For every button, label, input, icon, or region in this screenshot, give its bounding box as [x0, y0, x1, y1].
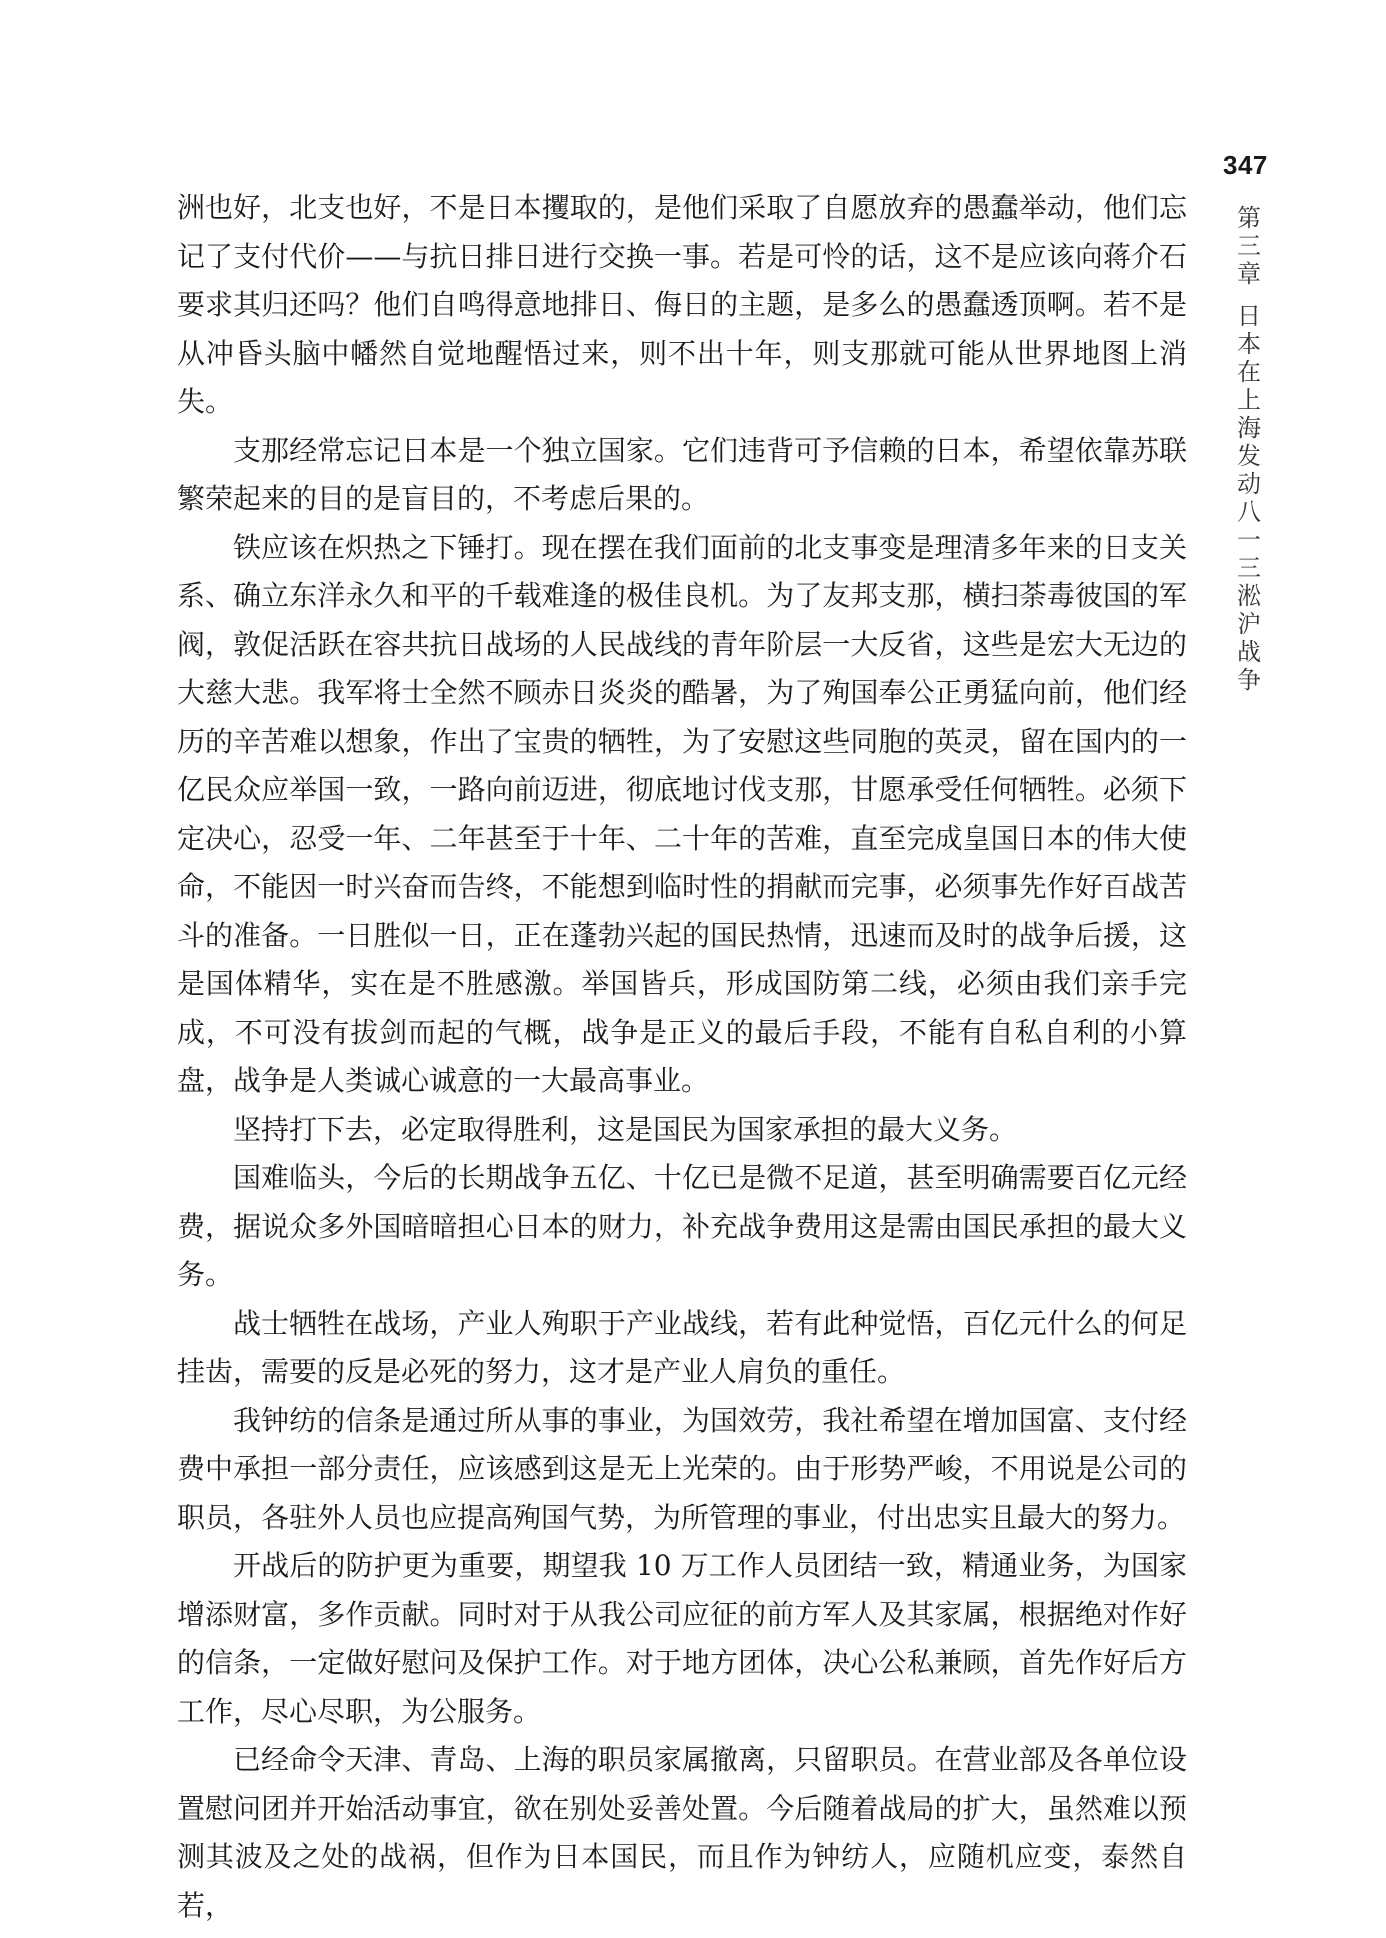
paragraph: 我钟纺的信条是通过所从事的事业，为国效劳，我社希望在增加国富、支付经费中承担一部分责任，应该感到这是无上光荣的。由于形势严峻，不用说是公司的职员，各驻外人员也应提高殉国气势，为所管理的事业，付出忠实且最大的努力。 [177, 1403, 1187, 1534]
running-head-char: 在 [1237, 358, 1261, 386]
running-head-char: 日 [1237, 302, 1261, 330]
paragraph: 开战后的防护更为重要，期望我 10 万工作人员团结一致，精通业务，为国家增添财富，多作贡献。同时对于从我公司应征的前方军人及其家属，根据绝对作好的信条，一定做好慰问及保护工作。对于地方团体，决心公私兼顾，首先作好后方工作，尽心尽职，为公服务。 [177, 1549, 1187, 1728]
page-number: 347 [1223, 150, 1268, 180]
running-head-title [1232, 302, 1266, 694]
running-head-chapter [1232, 204, 1266, 288]
running-head-char: 第 [1237, 204, 1261, 232]
running-head-char: 上 [1237, 386, 1261, 414]
running-head-char: 发 [1237, 442, 1261, 470]
running-head-char: 争 [1237, 666, 1261, 694]
running-head-char: 章 [1237, 260, 1261, 288]
paragraph: 支那经常忘记日本是一个独立国家。它们违背可予信赖的日本，希望依靠苏联繁荣起来的目的是盲目的，不考虑后果的。 [177, 433, 1187, 515]
running-head-char: 沪 [1237, 610, 1261, 638]
running-head-char: 淞 [1237, 582, 1261, 610]
paragraph: 国难临头，今后的长期战争五亿、十亿已是微不足道，甚至明确需要百亿元经费，据说众多外国暗暗担心日本的财力，补充战争费用这是需由国民承担的最大义务。 [177, 1161, 1187, 1291]
running-head-char: 一 [1237, 526, 1261, 554]
running-head-char: 动 [1237, 470, 1261, 498]
body-text [177, 184, 1187, 1930]
paragraph: 铁应该在炽热之下锤打。现在摆在我们面前的北支事变是理清多年来的日支关系、确立东洋永久和平的千载难逢的极佳良机。为了友邦支那，横扫荼毒彼国的军阀，敦促活跃在容共抗日战场的人民战线的青年阶层一大反省，这些是宏大无边的大慈大悲。我军将士全然不顾赤日炎炎的酷暑，为了殉国奉公正勇猛向前，他们经历的辛苦难以想象，作出了宝贵的牺牲，为了安慰这些同胞的英灵，留在国内的一亿民众应举国一致，一路向前迈进，彻底地讨伐支那，甘愿承受任何牺牲。必须下定决心，忍受一年、二年甚至于十年、二十年的苦难，直至完成皇国日本的伟大使命，不能因一时兴奋而告终，不能想到临时性的捐献而完事，必须事先作好百战苦斗的准备。一日胜似一日，正在蓬勃兴起的国民热情，迅速而及时的战争后援，这是国体精华，实在是不胜感激。举国皆兵，形成国防第二线，必须由我们亲手完成，不可没有拔剑而起的气概，战争是正义的最后手段，不能有自私自利的小算盘，战争是人类诚心诚意的一大最高事业。 [177, 530, 1187, 1097]
running-head [1232, 204, 1266, 694]
running-head-char: 本 [1237, 330, 1261, 358]
paragraph: 坚持打下去，必定取得胜利，这是国民为国家承担的最大义务。 [233, 1112, 1018, 1146]
running-head-gap [1232, 288, 1266, 302]
running-head-char: 八 [1237, 498, 1261, 526]
running-head-char: 战 [1237, 638, 1261, 666]
running-head-char: 三 [1237, 232, 1261, 260]
running-head-char: 三 [1237, 554, 1261, 582]
running-head-char: 海 [1237, 414, 1261, 442]
paragraph: 洲也好，北支也好，不是日本攫取的，是他们采取了自愿放弃的愚蠢举动，他们忘记了支付代价——与抗日排日进行交换一事。若是可怜的话，这不是应该向蒋介石要求其归还吗？他们自鸣得意地排日、侮日的主题，是多么的愚蠢透顶啊。若不是从冲昏头脑中幡然自觉地醒悟过来，则不出十年，则支那就可能从世界地图上消失。 [177, 191, 1187, 418]
paragraph: 已经命令天津、青岛、上海的职员家属撤离，只留职员。在营业部及各单位设置慰问团并开始活动事宜，欲在别处妥善处置。今后随着战局的扩大，虽然难以预测其波及之处的战祸，但作为日本国民，而且作为钟纺人，应随机应变，泰然自若， [177, 1743, 1187, 1922]
paragraph: 战士牺牲在战场，产业人殉职于产业战线，若有此种觉悟，百亿元什么的何足挂齿，需要的反是必死的努力，这才是产业人肩负的重任。 [177, 1306, 1187, 1388]
